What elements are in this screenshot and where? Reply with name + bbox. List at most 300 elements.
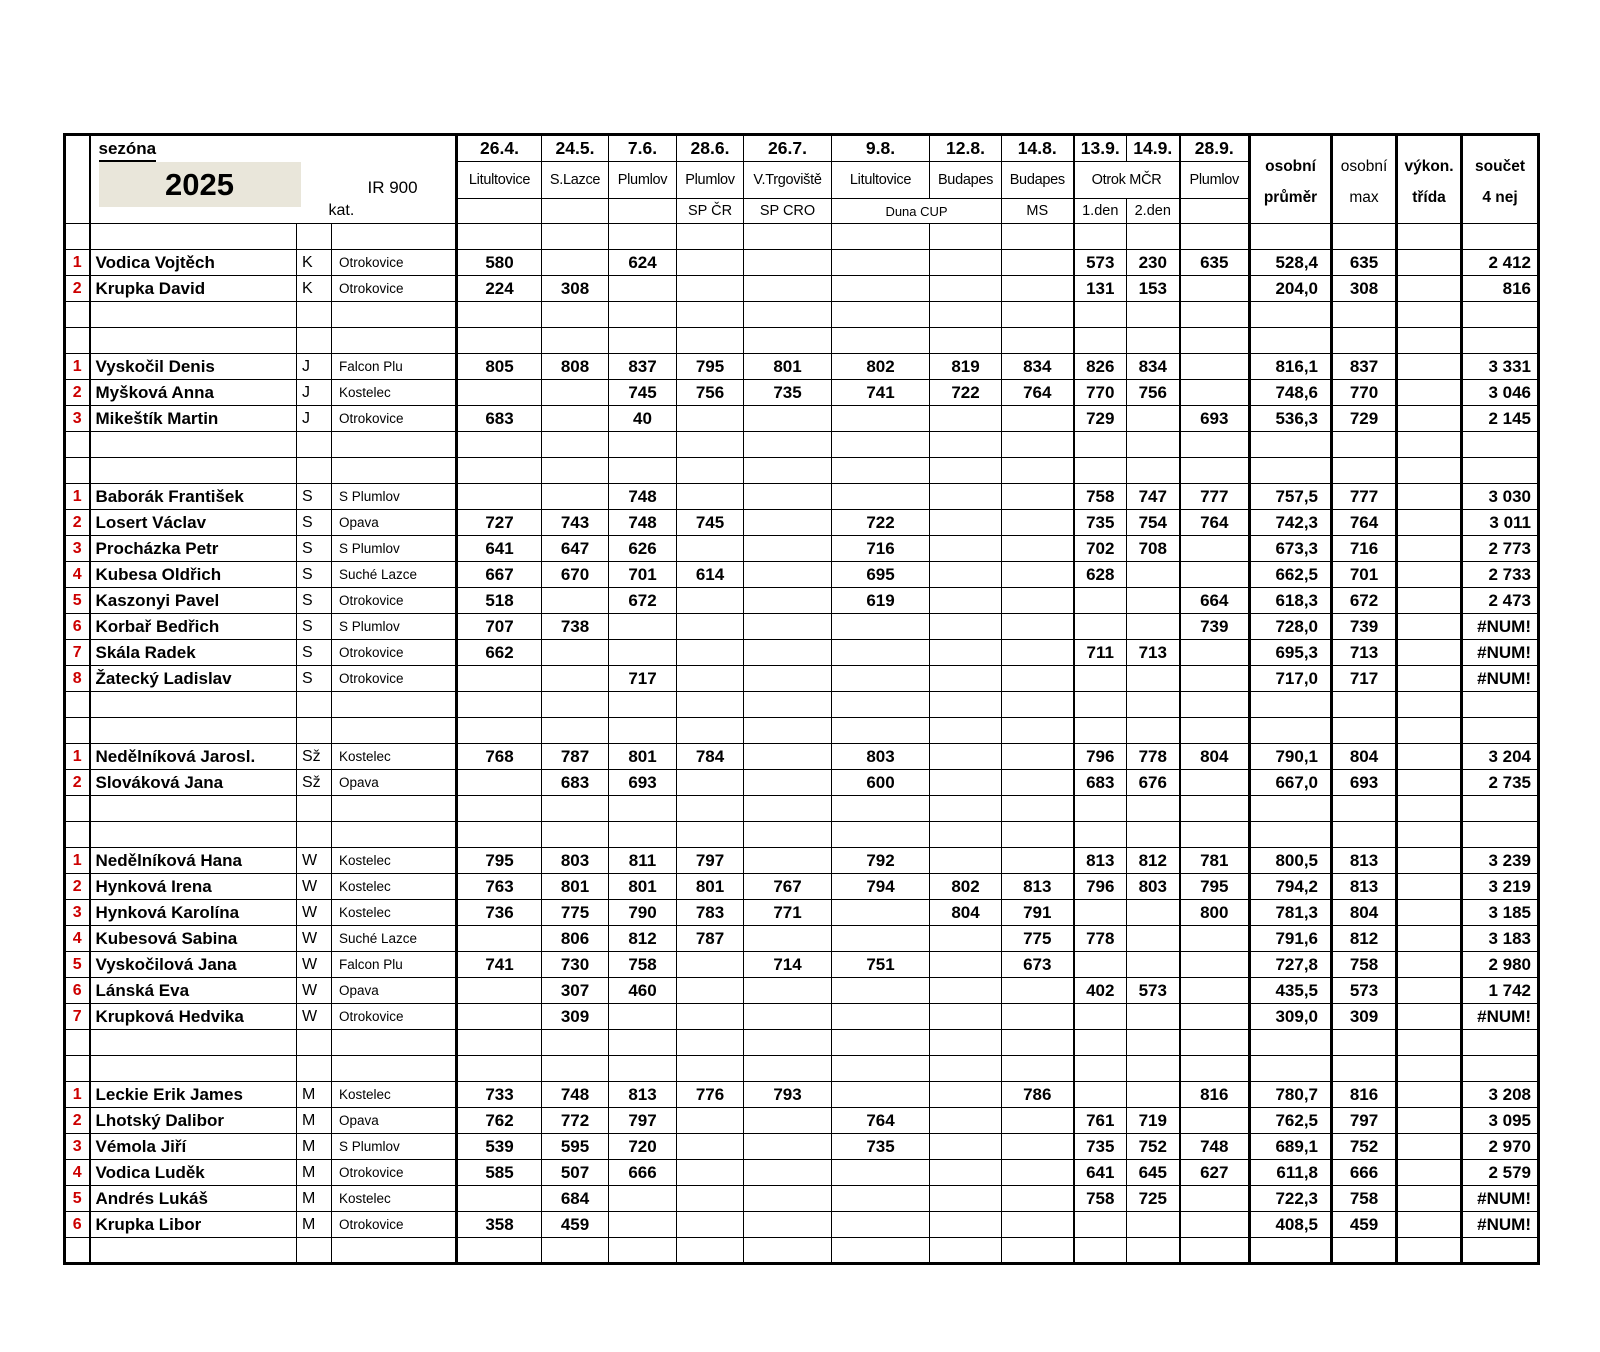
empty-cell (930, 1056, 1002, 1082)
athlete-name-cell: Losert Václav (90, 510, 297, 536)
score-cell (1180, 1108, 1250, 1134)
class-cell (1397, 640, 1462, 666)
sum-cell: 3 239 (1462, 848, 1539, 874)
empty-cell (65, 796, 90, 822)
score-cell: 787 (677, 926, 744, 952)
score-cell (832, 1004, 930, 1030)
score-cell: 808 (542, 354, 609, 380)
empty-cell (1397, 302, 1462, 328)
score-cell: 748 (609, 484, 677, 510)
score-cell (744, 510, 832, 536)
score-cell (677, 536, 744, 562)
empty-cell (457, 1238, 542, 1264)
score-cell (930, 1160, 1002, 1186)
score-cell: 786 (1002, 1082, 1074, 1108)
class-cell (1397, 874, 1462, 900)
empty-cell (332, 718, 457, 744)
event-label (609, 199, 677, 224)
empty-cell (1127, 458, 1180, 484)
class-cell (1397, 1186, 1462, 1212)
empty-cell (930, 1238, 1002, 1264)
score-cell (744, 1004, 832, 1030)
sum-cell: 3 208 (1462, 1082, 1539, 1108)
rank-cell: 1 (65, 744, 90, 770)
score-cell (930, 484, 1002, 510)
club-cell: Kostelec (332, 380, 457, 406)
table-row (65, 1160, 1539, 1186)
category-cell: S (297, 588, 332, 614)
rank-cell: 1 (65, 354, 90, 380)
score-cell: 730 (542, 952, 609, 978)
score-cell (1074, 952, 1127, 978)
score-cell (1180, 1186, 1250, 1212)
score-cell (457, 770, 542, 796)
empty-cell (297, 224, 332, 250)
score-cell (930, 1186, 1002, 1212)
score-cell: 735 (1074, 1134, 1127, 1160)
score-cell: 573 (1074, 250, 1127, 276)
table-row (65, 588, 1539, 614)
max-cell: 693 (1332, 770, 1397, 796)
average-cell: 528,4 (1250, 250, 1332, 276)
score-cell: 837 (609, 354, 677, 380)
score-cell: 747 (1127, 484, 1180, 510)
score-cell (744, 1160, 832, 1186)
max-cell: 666 (1332, 1160, 1397, 1186)
score-cell: 772 (542, 1108, 609, 1134)
empty-cell (1180, 796, 1250, 822)
table-row (65, 1082, 1539, 1108)
max-header (1332, 135, 1397, 224)
score-cell: 701 (609, 562, 677, 588)
empty-cell (65, 328, 90, 354)
date-header: 26.7. (744, 135, 832, 162)
score-cell (744, 406, 832, 432)
category-cell: W (297, 978, 332, 1004)
empty-cell (1002, 1056, 1074, 1082)
score-cell: 758 (1074, 484, 1127, 510)
empty-cell (1250, 718, 1332, 744)
score-cell (1002, 770, 1074, 796)
score-cell: 670 (542, 562, 609, 588)
empty-cell (1127, 796, 1180, 822)
table-row (65, 978, 1539, 1004)
empty-cell (297, 692, 332, 718)
score-cell: 641 (457, 536, 542, 562)
score-cell (677, 484, 744, 510)
club-cell: Otrokovice (332, 588, 457, 614)
score-cell (1127, 926, 1180, 952)
empty-cell (1397, 692, 1462, 718)
club-cell: Otrokovice (332, 250, 457, 276)
table-row (65, 1134, 1539, 1160)
empty-cell (1332, 796, 1397, 822)
score-cell: 707 (457, 614, 542, 640)
empty-cell (930, 328, 1002, 354)
score-cell: 813 (1002, 874, 1074, 900)
athlete-name-cell: Myšková Anna (90, 380, 297, 406)
date-header: 28.6. (677, 135, 744, 162)
empty-cell (1462, 692, 1539, 718)
score-cell: 725 (1127, 1186, 1180, 1212)
rank-cell: 4 (65, 926, 90, 952)
empty-cell (1180, 718, 1250, 744)
category-cell: W (297, 1004, 332, 1030)
score-cell: 801 (744, 354, 832, 380)
score-cell (542, 666, 609, 692)
season-header-block (90, 135, 457, 224)
empty-cell (832, 1238, 930, 1264)
score-cell: 702 (1074, 536, 1127, 562)
score-cell: 741 (832, 380, 930, 406)
max-cell: 672 (1332, 588, 1397, 614)
empty-cell (542, 458, 609, 484)
empty-cell (1127, 1238, 1180, 1264)
score-cell (1002, 848, 1074, 874)
empty-cell (1074, 1238, 1127, 1264)
category-cell: W (297, 952, 332, 978)
score-cell (457, 484, 542, 510)
score-cell: 795 (677, 354, 744, 380)
empty-cell (542, 796, 609, 822)
score-cell (930, 562, 1002, 588)
score-cell (832, 484, 930, 510)
empty-cell (1002, 328, 1074, 354)
class-header-line2: třída (1412, 188, 1446, 206)
empty-cell (1397, 328, 1462, 354)
score-cell (930, 588, 1002, 614)
spacer-row (65, 328, 1539, 354)
rank-cell: 1 (65, 250, 90, 276)
score-cell: 778 (1127, 744, 1180, 770)
class-cell (1397, 770, 1462, 796)
empty-cell (457, 302, 542, 328)
table-row (65, 666, 1539, 692)
score-cell: 795 (1180, 874, 1250, 900)
rank-cell: 2 (65, 380, 90, 406)
score-cell: 777 (1180, 484, 1250, 510)
empty-cell (1180, 1056, 1250, 1082)
club-cell: Otrokovice (332, 1004, 457, 1030)
empty-cell (1002, 718, 1074, 744)
empty-cell (1332, 1056, 1397, 1082)
score-cell (930, 614, 1002, 640)
score-cell (457, 380, 542, 406)
score-cell: 813 (1074, 848, 1127, 874)
score-cell (832, 1186, 930, 1212)
score-cell (744, 536, 832, 562)
empty-cell (744, 432, 832, 458)
empty-cell (1397, 224, 1462, 250)
empty-cell (930, 432, 1002, 458)
score-cell (832, 978, 930, 1004)
club-cell: Opava (332, 510, 457, 536)
average-cell: 722,3 (1250, 1186, 1332, 1212)
score-cell (1180, 926, 1250, 952)
event-label: MS (1002, 199, 1074, 224)
max-cell: 758 (1332, 1186, 1397, 1212)
score-cell: 539 (457, 1134, 542, 1160)
score-cell: 771 (744, 900, 832, 926)
empty-cell (1397, 718, 1462, 744)
empty-cell (609, 224, 677, 250)
empty-cell (1250, 822, 1332, 848)
class-cell (1397, 744, 1462, 770)
rank-cell: 7 (65, 640, 90, 666)
empty-cell (832, 822, 930, 848)
score-cell (930, 406, 1002, 432)
category-cell: W (297, 848, 332, 874)
sum-cell: 816 (1462, 276, 1539, 302)
score-cell (677, 1134, 744, 1160)
empty-cell (1074, 1056, 1127, 1082)
rank-cell: 2 (65, 770, 90, 796)
event-label-merged: Duna CUP (832, 199, 1002, 224)
score-cell (1002, 536, 1074, 562)
score-cell (832, 1082, 930, 1108)
rank-cell: 2 (65, 1108, 90, 1134)
score-cell (744, 562, 832, 588)
table-row (65, 276, 1539, 302)
category-cell: S (297, 484, 332, 510)
sum-cell: 2 733 (1462, 562, 1539, 588)
empty-cell (744, 796, 832, 822)
club-cell: Falcon Plu (332, 354, 457, 380)
class-cell (1397, 1212, 1462, 1238)
spacer-row (65, 224, 1539, 250)
empty-cell (1074, 432, 1127, 458)
table-row (65, 874, 1539, 900)
empty-cell (1180, 1030, 1250, 1056)
class-cell (1397, 926, 1462, 952)
max-cell: 777 (1332, 484, 1397, 510)
empty-cell (1462, 328, 1539, 354)
sum-cell: #NUM! (1462, 666, 1539, 692)
score-cell (457, 978, 542, 1004)
score-cell (677, 640, 744, 666)
average-cell: 204,0 (1250, 276, 1332, 302)
average-header-line2: průměr (1263, 188, 1318, 206)
empty-cell (1180, 432, 1250, 458)
score-cell: 459 (542, 1212, 609, 1238)
table-row (65, 1108, 1539, 1134)
empty-cell (1127, 432, 1180, 458)
score-cell: 793 (744, 1082, 832, 1108)
table-row (65, 1212, 1539, 1238)
score-cell: 761 (1074, 1108, 1127, 1134)
rank-cell: 4 (65, 562, 90, 588)
empty-cell (609, 328, 677, 354)
empty-cell (457, 328, 542, 354)
rank-cell: 4 (65, 1160, 90, 1186)
rank-cell: 1 (65, 1082, 90, 1108)
score-cell (1002, 666, 1074, 692)
empty-cell (677, 796, 744, 822)
score-cell: 805 (457, 354, 542, 380)
score-cell (832, 406, 930, 432)
score-cell (1002, 614, 1074, 640)
club-cell: Kostelec (332, 900, 457, 926)
athlete-name-cell: Slováková Jana (90, 770, 297, 796)
empty-cell (1332, 822, 1397, 848)
empty-cell (297, 328, 332, 354)
score-cell: 695 (832, 562, 930, 588)
table-row (65, 640, 1539, 666)
score-cell (677, 250, 744, 276)
date-header: 14.9. (1127, 135, 1180, 162)
score-cell (930, 1108, 1002, 1134)
score-cell (542, 380, 609, 406)
score-cell: 460 (609, 978, 677, 1004)
empty-cell (65, 458, 90, 484)
rank-cell: 5 (65, 588, 90, 614)
score-cell (1074, 1004, 1127, 1030)
empty-cell (1250, 458, 1332, 484)
club-cell: Opava (332, 1108, 457, 1134)
score-cell: 819 (930, 354, 1002, 380)
max-cell: 758 (1332, 952, 1397, 978)
average-cell: 408,5 (1250, 1212, 1332, 1238)
score-cell: 307 (542, 978, 609, 1004)
score-cell (744, 484, 832, 510)
category-cell: M (297, 1134, 332, 1160)
empty-cell (90, 432, 297, 458)
category-cell: S (297, 562, 332, 588)
empty-cell (457, 458, 542, 484)
empty-cell (677, 458, 744, 484)
score-cell (930, 666, 1002, 692)
category-cell: M (297, 1186, 332, 1212)
club-cell: Falcon Plu (332, 952, 457, 978)
class-cell (1397, 354, 1462, 380)
score-cell (930, 952, 1002, 978)
table-row (65, 562, 1539, 588)
score-cell: 626 (609, 536, 677, 562)
score-cell (832, 1160, 930, 1186)
score-cell: 627 (1180, 1160, 1250, 1186)
rank-cell: 3 (65, 1134, 90, 1160)
score-cell: 763 (457, 874, 542, 900)
event-label: 2.den (1127, 199, 1180, 224)
class-header-line1: výkon. (1404, 157, 1454, 175)
empty-cell (457, 224, 542, 250)
empty-cell (65, 1238, 90, 1264)
max-cell: 635 (1332, 250, 1397, 276)
empty-cell (1074, 1030, 1127, 1056)
score-cell (832, 926, 930, 952)
score-cell: 673 (1002, 952, 1074, 978)
location-header: V.Trgoviště (744, 162, 832, 199)
score-cell (744, 614, 832, 640)
score-cell (930, 978, 1002, 1004)
score-cell: 756 (677, 380, 744, 406)
empty-cell (1397, 796, 1462, 822)
empty-cell (297, 432, 332, 458)
club-cell: Suché Lazce (332, 562, 457, 588)
class-cell (1397, 952, 1462, 978)
max-cell: 739 (1332, 614, 1397, 640)
empty-cell (1332, 328, 1397, 354)
category-cell: K (297, 276, 332, 302)
empty-cell (832, 432, 930, 458)
empty-cell (744, 328, 832, 354)
score-cell: 752 (1127, 1134, 1180, 1160)
empty-cell (744, 1030, 832, 1056)
empty-cell (1127, 692, 1180, 718)
max-cell: 713 (1332, 640, 1397, 666)
score-cell (744, 978, 832, 1004)
score-cell: 666 (609, 1160, 677, 1186)
empty-cell (1180, 302, 1250, 328)
score-cell: 624 (609, 250, 677, 276)
score-cell: 736 (457, 900, 542, 926)
empty-cell (1462, 302, 1539, 328)
table-header (65, 135, 1539, 224)
empty-cell (90, 1238, 297, 1264)
score-cell (677, 1212, 744, 1238)
empty-cell (1127, 1056, 1180, 1082)
empty-cell (457, 1056, 542, 1082)
club-cell: S Plumlov (332, 536, 457, 562)
empty-cell (1074, 302, 1127, 328)
score-cell (1002, 744, 1074, 770)
score-cell: 683 (1074, 770, 1127, 796)
score-cell: 791 (1002, 900, 1074, 926)
empty-cell (332, 224, 457, 250)
empty-cell (90, 328, 297, 354)
empty-cell (90, 1030, 297, 1056)
empty-cell (744, 1056, 832, 1082)
rank-cell: 6 (65, 614, 90, 640)
score-cell: 131 (1074, 276, 1127, 302)
empty-cell (1127, 822, 1180, 848)
club-cell: Kostelec (332, 1186, 457, 1212)
season-results-table (63, 133, 1540, 1265)
empty-cell (832, 458, 930, 484)
score-cell (1180, 640, 1250, 666)
empty-cell (90, 796, 297, 822)
sum-cell: 2 579 (1462, 1160, 1539, 1186)
score-cell (744, 1134, 832, 1160)
class-cell (1397, 250, 1462, 276)
event-label (457, 199, 542, 224)
score-cell: 667 (457, 562, 542, 588)
score-cell: 676 (1127, 770, 1180, 796)
event-label: SP CRO (744, 199, 832, 224)
category-cell: M (297, 1212, 332, 1238)
score-cell: 801 (542, 874, 609, 900)
sum-cell: 3 011 (1462, 510, 1539, 536)
table-row (65, 484, 1539, 510)
group-end-spacer-row (65, 1030, 1539, 1056)
date-header: 13.9. (1074, 135, 1127, 162)
score-cell: 683 (542, 770, 609, 796)
score-cell (1180, 978, 1250, 1004)
empty-cell (1332, 458, 1397, 484)
empty-cell (332, 432, 457, 458)
class-cell (1397, 614, 1462, 640)
athlete-name-cell: Andrés Lukáš (90, 1186, 297, 1212)
class-cell (1397, 484, 1462, 510)
class-cell (1397, 276, 1462, 302)
athlete-name-cell: Žatecký Ladislav (90, 666, 297, 692)
max-cell: 716 (1332, 536, 1397, 562)
class-cell (1397, 666, 1462, 692)
empty-cell (1332, 432, 1397, 458)
location-header: Budapes (1002, 162, 1074, 199)
empty-cell (1180, 822, 1250, 848)
score-cell: 645 (1127, 1160, 1180, 1186)
